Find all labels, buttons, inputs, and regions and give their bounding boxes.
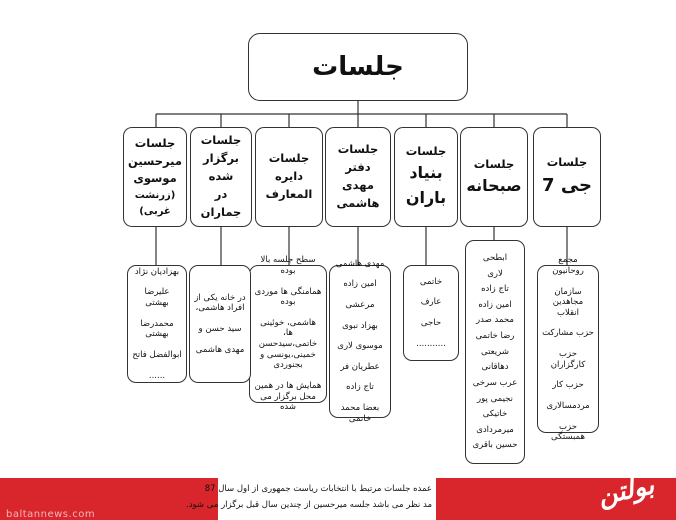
node-label-line: جلسات (473, 156, 515, 171)
node-label-line: دفتر (345, 160, 371, 175)
list-item: مهدی هاشمی (195, 344, 245, 355)
list-item: خاتمی (419, 276, 443, 287)
list-sobhaneh (465, 240, 525, 464)
node-label-line: مهدی هاشمی (336, 178, 380, 210)
list-item: عارف (420, 297, 442, 308)
node-label-line: جلسات (268, 151, 310, 166)
list-item: موسوی لاری (337, 341, 383, 352)
list-item: سطح جلسه بالا بوده (260, 255, 316, 276)
caption-line: عمده جلسات مرتبط با انتخابات ریاست جمهوری از اول سال 87 (204, 484, 432, 494)
node-label-line: جلسات (337, 142, 379, 157)
list-item: ابطحی (482, 252, 508, 263)
list-item: ...... (148, 370, 166, 381)
node-label-line: میرحسین (128, 153, 183, 168)
node-label-line: صبحانه (466, 175, 522, 195)
list-item: حزب کار (552, 380, 584, 391)
brand-logo: بولتن (595, 470, 657, 512)
list-daftar-hashemi (329, 258, 391, 424)
caption-line: مد نظر می باشد جلسه میرحسین از چندین سال قبل برگزار می شود. (186, 500, 432, 510)
list-item: حاجی (420, 318, 442, 328)
list-item: مردمسالاری (546, 400, 590, 411)
header-node-dayeratolmaaref (255, 127, 323, 227)
list-item: تاج زاده (481, 284, 509, 295)
diagram-title: جلسات (312, 52, 404, 82)
header-node-jamaran (190, 127, 252, 227)
header-node-mousavi (123, 127, 187, 227)
list-item: عرب سرخی (472, 377, 518, 388)
node-label-line: بنیاد باران (405, 163, 447, 207)
list-item: تاج زاده (346, 382, 374, 393)
node-label-line: دایره المعارف (265, 169, 313, 201)
list-jamaran (189, 265, 251, 383)
list-dayeratolmaaref (249, 255, 327, 413)
list-item: امین زاده (343, 279, 377, 290)
list-item: محمدرضا بهشتی (140, 318, 174, 340)
header-node-daftar-hashemi (325, 127, 391, 227)
list-bonyad-baran (403, 265, 459, 361)
list-item: نجیمی پور (477, 393, 513, 404)
list-item: سید حسن و (198, 324, 242, 334)
list-item: همایش ها در همین محل برگزار می شده (254, 380, 322, 413)
node-label-line: در جماران (200, 186, 242, 219)
list-item: بعضا محمد خاتمی (340, 403, 380, 424)
list-item: ........... (416, 338, 446, 349)
list-item: محمد صدر (476, 315, 514, 326)
list-item: شریعتی (481, 346, 509, 357)
list-item: مرعشی (345, 299, 375, 310)
node-label-line: موسوی (133, 171, 177, 186)
list-item: دهاقانی (481, 362, 509, 373)
node-label-line: جلسات (200, 133, 242, 148)
list-item: خاتیکی (482, 409, 508, 420)
node-label-line: جلسات (405, 144, 447, 159)
list-item: ابوالفضل فاتح (132, 349, 182, 360)
list-item: امین زاده (478, 299, 512, 310)
node-label-line: (زرنشت غربی) (134, 190, 176, 217)
list-item: رضا خاتمی (475, 331, 515, 342)
list-item: هاشمی، خوئینی ها، خاتمی،سیدحسن خمینی،یونسی و بجنوردی (258, 317, 318, 371)
root-node-title (248, 33, 468, 101)
list-item: همامنگی ها موردی بوده (254, 286, 322, 308)
list-item: عطریان فر (340, 361, 380, 372)
list-item: بهزاد نبوی (342, 320, 378, 331)
header-node-sobhaneh (460, 127, 528, 227)
node-label-line: برگزار شده (203, 151, 239, 184)
header-node-g7 (533, 127, 601, 227)
list-item: حزب همبستگی (551, 421, 585, 443)
header-node-bonyad-baran (394, 127, 458, 227)
list-item: مجمع روحانیون (552, 255, 584, 276)
list-item: سازمان مجاهدین انقلاب (552, 286, 584, 318)
list-item: علیرضا بهشتی (144, 287, 170, 309)
site-watermark: baltannews.com (6, 509, 96, 520)
list-item: در خانه یکی از افراد هاشمی، (194, 292, 246, 314)
list-mousavi (127, 265, 187, 383)
list-item: حزب مشارکت (542, 328, 594, 339)
list-item: لاری (487, 268, 503, 279)
list-item: حسین باقری (472, 440, 518, 451)
list-item: مهدی هاشمی (335, 258, 385, 269)
list-item: حزب کارگزاران (550, 349, 586, 370)
node-label-line: جلسات (134, 135, 176, 150)
list-item: میرمردادی (476, 424, 514, 435)
list-g7 (537, 255, 599, 443)
footer-caption (186, 478, 436, 520)
list-item: بهزادیان نژاد (134, 266, 180, 277)
node-label-line: جلسات (546, 155, 588, 170)
node-label-line: جی 7 (542, 174, 592, 196)
